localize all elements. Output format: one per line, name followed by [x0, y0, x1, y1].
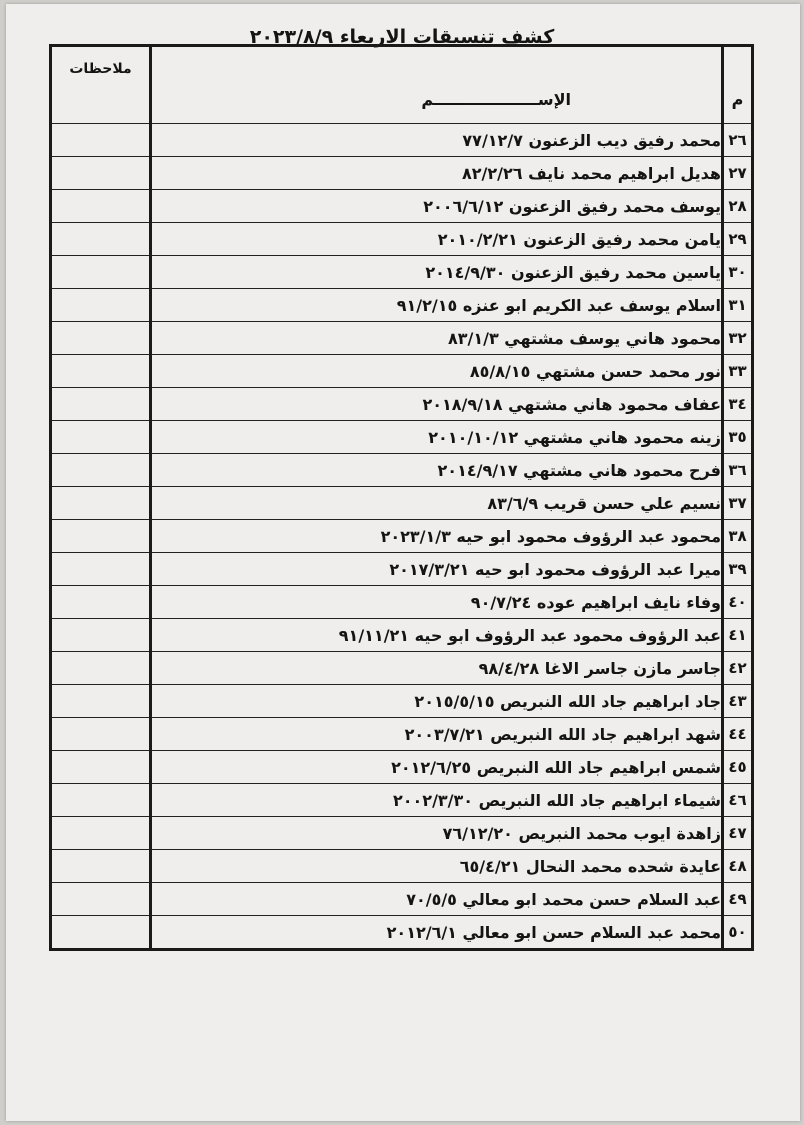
row-notes-cell — [51, 718, 151, 751]
row-number: ٣٤ — [723, 388, 753, 421]
table-row — [51, 520, 753, 553]
table-row — [51, 421, 753, 454]
row-number: ٤٨ — [723, 850, 753, 883]
row-number: ٣١ — [723, 289, 753, 322]
row-name: شهد ابراهيم جاد الله النبريص ٢٠٠٣/٧/٢١ — [151, 718, 723, 751]
table-row — [51, 883, 753, 916]
row-name: شمس ابراهيم جاد الله النبريص ٢٠١٢/٦/٢٥ — [151, 751, 723, 784]
row-number: ٣٥ — [723, 421, 753, 454]
row-notes-cell — [51, 124, 151, 157]
table-row — [51, 784, 753, 817]
table-row — [51, 289, 753, 322]
row-notes-cell — [51, 355, 151, 388]
row-notes-cell — [51, 388, 151, 421]
row-name: محمد رفيق ديب الزعنون ٧٧/١٢/٧ — [151, 124, 723, 157]
table-row — [51, 553, 753, 586]
table-row — [51, 685, 753, 718]
row-notes-cell — [51, 289, 151, 322]
table-row — [51, 586, 753, 619]
table-row — [51, 817, 753, 850]
row-notes-cell — [51, 817, 151, 850]
row-notes-cell — [51, 190, 151, 223]
row-name: عفاف محمود هاني مشتهي ٢٠١٨/٩/١٨ — [151, 388, 723, 421]
row-number: ٣٢ — [723, 322, 753, 355]
row-number: ٥٠ — [723, 916, 753, 950]
row-number: ٤٧ — [723, 817, 753, 850]
row-notes-cell — [51, 454, 151, 487]
row-name: محمود عبد الرؤوف محمود ابو حيه ٢٠٢٣/١/٣ — [151, 520, 723, 553]
row-name: شيماء ابراهيم جاد الله النبريص ٢٠٠٢/٣/٣٠ — [151, 784, 723, 817]
table-row — [51, 487, 753, 520]
row-name: اسلام يوسف عبد الكريم ابو عنزه ٩١/٢/١٥ — [151, 289, 723, 322]
row-number: ٢٨ — [723, 190, 753, 223]
row-notes-cell — [51, 619, 151, 652]
row-notes-cell — [51, 916, 151, 950]
row-number: ٢٧ — [723, 157, 753, 190]
row-number: ٣٩ — [723, 553, 753, 586]
row-name: نسيم علي حسن قريب ٨٣/٦/٩ — [151, 487, 723, 520]
table-header-row — [51, 46, 753, 124]
row-number: ٤٤ — [723, 718, 753, 751]
table-row — [51, 223, 753, 256]
row-notes-cell — [51, 421, 151, 454]
table-row — [51, 454, 753, 487]
row-notes-cell — [51, 652, 151, 685]
row-name: زاهدة ايوب محمد النبريص ٧٦/١٢/٢٠ — [151, 817, 723, 850]
row-notes-cell — [51, 520, 151, 553]
row-number: ٤٣ — [723, 685, 753, 718]
table-row — [51, 751, 753, 784]
row-notes-cell — [51, 784, 151, 817]
row-notes-cell — [51, 586, 151, 619]
row-name: محمد عبد السلام حسن ابو معالي ٢٠١٢/٦/١ — [151, 916, 723, 950]
row-name: زينه محمود هاني مشتهي ٢٠١٠/١٠/١٢ — [151, 421, 723, 454]
row-name: عايدة شحده محمد النحال ٦٥/٤/٢١ — [151, 850, 723, 883]
row-name: عبد الرؤوف محمود عبد الرؤوف ابو حيه ٩١/١١/٢١ — [151, 619, 723, 652]
row-notes-cell — [51, 157, 151, 190]
row-number: ٣٧ — [723, 487, 753, 520]
row-notes-cell — [51, 322, 151, 355]
row-notes-cell — [51, 487, 151, 520]
table-row — [51, 718, 753, 751]
row-notes-cell — [51, 685, 151, 718]
row-number: ٤١ — [723, 619, 753, 652]
table-row — [51, 916, 753, 950]
row-name: يوسف محمد رفيق الزعنون ٢٠٠٦/٦/١٢ — [151, 190, 723, 223]
row-name: وفاء نايف ابراهيم عوده ٩٠/٧/٢٤ — [151, 586, 723, 619]
table-row — [51, 355, 753, 388]
table-body — [51, 124, 753, 950]
names-table — [49, 44, 754, 951]
row-number: ٣٠ — [723, 256, 753, 289]
row-notes-cell — [51, 256, 151, 289]
row-name: ميرا عبد الرؤوف محمود ابو حيه ٢٠١٧/٣/٢١ — [151, 553, 723, 586]
row-name: هديل ابراهيم محمد نايف ٨٢/٢/٢٦ — [151, 157, 723, 190]
row-number: ٤٩ — [723, 883, 753, 916]
row-name: نور محمد حسن مشتهي ٨٥/٨/١٥ — [151, 355, 723, 388]
row-notes-cell — [51, 553, 151, 586]
row-number: ٢٩ — [723, 223, 753, 256]
row-number: ٤٥ — [723, 751, 753, 784]
row-name: يامن محمد رفيق الزعنون ٢٠١٠/٢/٢١ — [151, 223, 723, 256]
row-number: ٣٣ — [723, 355, 753, 388]
table-row — [51, 619, 753, 652]
row-number: ٤٠ — [723, 586, 753, 619]
row-number: ٣٨ — [723, 520, 753, 553]
row-notes-cell — [51, 751, 151, 784]
table-row — [51, 157, 753, 190]
column-header-name: الإســـــــــــــــــــم — [151, 46, 723, 124]
row-name: عبد السلام حسن محمد ابو معالي ٧٠/٥/٥ — [151, 883, 723, 916]
table-row — [51, 850, 753, 883]
row-number: ٢٦ — [723, 124, 753, 157]
page-title: كشف تنسيقات الاربعاء ٢٠٢٣/٨/٩ — [249, 26, 555, 48]
table-row — [51, 256, 753, 289]
row-number: ٣٦ — [723, 454, 753, 487]
table-row — [51, 388, 753, 421]
column-header-number: م — [723, 46, 753, 124]
table-row — [51, 190, 753, 223]
row-notes-cell — [51, 850, 151, 883]
row-name: ياسين محمد رفيق الزعنون ٢٠١٤/٩/٣٠ — [151, 256, 723, 289]
row-name: جاد ابراهيم جاد الله النبريص ٢٠١٥/٥/١٥ — [151, 685, 723, 718]
column-header-notes: ملاحظات — [51, 46, 151, 124]
table-row — [51, 652, 753, 685]
row-notes-cell — [51, 883, 151, 916]
row-name: محمود هاني يوسف مشتهي ٨٣/١/٣ — [151, 322, 723, 355]
row-notes-cell — [51, 223, 151, 256]
row-name: جاسر مازن جاسر الاغا ٩٨/٤/٢٨ — [151, 652, 723, 685]
row-number: ٤٦ — [723, 784, 753, 817]
table-row — [51, 124, 753, 157]
table-row — [51, 322, 753, 355]
row-name: فرح محمود هاني مشتهي ٢٠١٤/٩/١٧ — [151, 454, 723, 487]
row-number: ٤٢ — [723, 652, 753, 685]
